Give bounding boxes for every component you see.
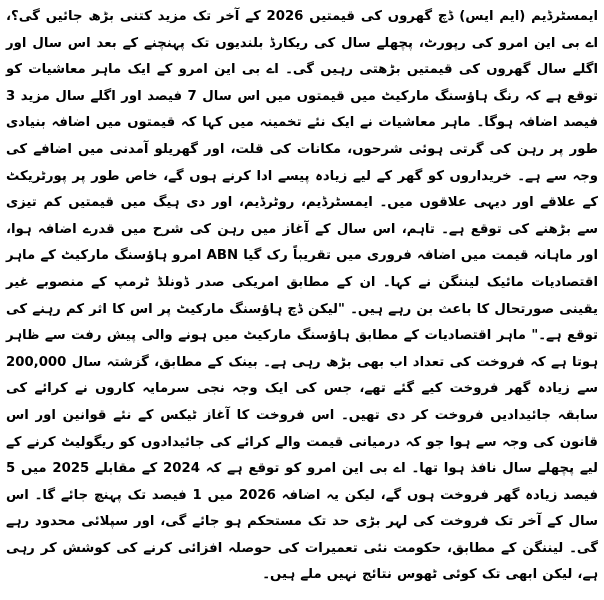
article-body: ایمسٹرڈیم (ایم ایس) ڈچ گھروں کی قیمتیں 2026 کے آخر تک مزید کتنی بڑھ جائیں گی؟، اے بی این امرو کی رپورٹ، پچھلے سال کی ریکارڈ بلندیوں تک پہنچنے کے بعد اس سال اور اگلے سال گھروں کی قیمتیں بڑھتی رہیں گی۔ اے بی این امرو کے ایک ماہر معاشیات کو توقع ہے کہ رنگ ہاؤسنگ مارکیٹ میں قیمتوں میں اس سال 7 فیصد اور اگلے سال مزید 3 فیصد اضافہ ہوگا۔ ماہر معاشیات نے ایک نئے تخمینہ میں کہا کہ قیمتوں میں اضافہ بنیادی طور پر رہن کی گرتی ہوئی شرحوں، مکانات کی قلت، اور گھریلو آمدنی میں اضافے کی وجہ سے ہے۔ خریداروں کو گھر کے لیے زیادہ پیسے ادا کرنے ہوں گے، خاص طور پر پورٹریکٹ کے علاقے اور دیہی علاقوں میں۔ ایمسٹرڈیم، روٹرڈیم، اور دی ہیگ میں قیمتیں کم تیزی سے بڑھنے کی توقع ہے۔ تاہم، اس سال کے آغاز میں رہن کی شرح میں قدرے اضافہ ہوا، اور ماہانہ قیمت میں اضافہ فروری میں تقریباً رک گیا ABN امرو ہاؤسنگ مارکیٹ کے ماہر اقتصادیات مائیک لیننگن نے کہا۔ ان کے مطابق امریکی صدر ڈونلڈ ٹرمپ کے منصوبے غیر یقینی صورتحال کا باعث بن رہے ہیں۔ "لیکن ڈچ ہاؤسنگ مارکیٹ پر اس کا اثر کم رہنے کی توقع ہے۔" ماہر اقتصادیات کے مطابق ہاؤسنگ مارکیٹ میں ہونے والی پیش رفت سے ظاہر ہوتا ہے کہ فروخت کی تعداد اب بھی بڑھ رہی ہے۔ بینک کے مطابق، گزشتہ سال 200,000 سے زیادہ گھر فروخت کیے گئے تھے، جس کی ایک وجہ نجی سرمایہ کاروں نے کرائے کی سابقہ جائیدادیں فروخت کر دی تھیں۔ اس فروخت کا آغاز ٹیکس کے نئے قوانین اور اس قانون کی وجہ سے ہوا جو کہ درمیانی قیمت والے کرائے کی جائیدادوں کو ریگولیٹ کرنے کے لیے پچھلے سال نافذ ہوا تھا۔ اے بی این امرو کو توقع ہے کہ 2024 کے مقابلے 2025 میں 5 فیصد زیادہ گھر فروخت ہوں گے، لیکن یہ اضافہ 2026 میں 1 فیصد تک پہنچ جائے گا۔ اس سال کے آخر تک فروخت کی لہر بڑی حد تک مستحکم ہو جائے گی، اور سپلائی محدود رہے گی۔ لیننگن کے مطابق، حکومت نئی تعمیرات کی حوصلہ افزائی کرنے کی کوشش کر رہی ہے، لیکن ابھی تک کوئی ٹھوس نتائج نہیں ملے ہیں۔ (6, 9, 599, 583)
